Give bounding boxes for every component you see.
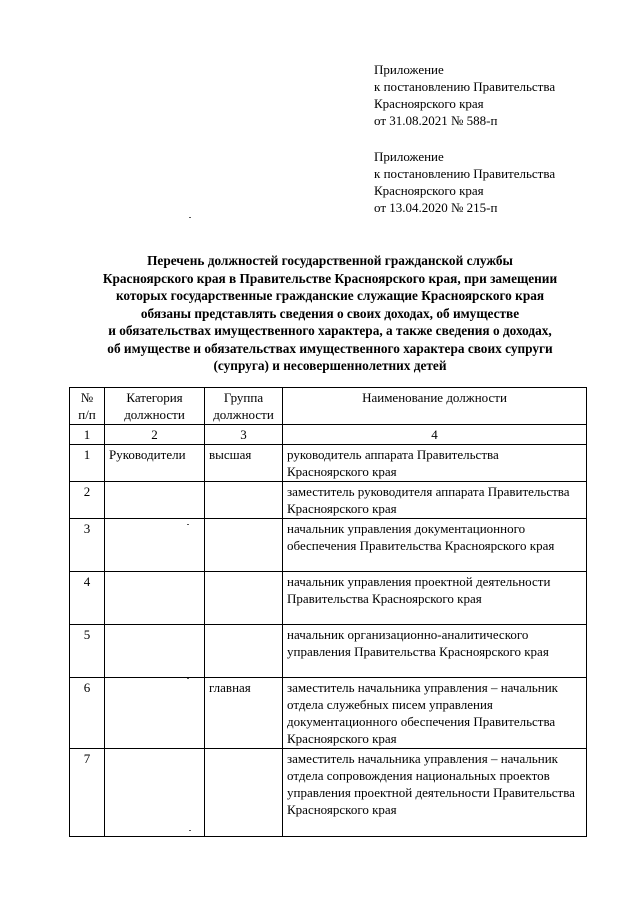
table-row <box>70 749 587 837</box>
annex-current-amendment <box>374 61 624 129</box>
scan-speck <box>187 678 189 679</box>
row-number: 4 <box>70 572 105 625</box>
row-category <box>105 519 205 572</box>
title-line: которых государственные гражданские служащие Красноярского края <box>115 288 545 303</box>
header-number: № п/п <box>70 388 105 425</box>
annex-line: от 31.08.2021 № 588-п <box>374 113 498 128</box>
column-number: 3 <box>205 425 283 445</box>
title-line: Красноярского края в Правительстве Красноярского края, при замещении <box>102 270 558 286</box>
table-row <box>70 482 587 519</box>
row-position: начальник управления документационного обеспечения Правительства Красноярского края <box>283 519 587 572</box>
row-category <box>105 625 205 678</box>
table-row <box>70 572 587 625</box>
annex-line: от 13.04.2020 № 215-п <box>374 200 498 215</box>
table-header-row <box>70 388 587 425</box>
row-group <box>205 519 283 572</box>
table-row <box>70 519 587 572</box>
row-position: начальник управления проектной деятельности Правительства Красноярского края <box>283 572 587 625</box>
row-group: высшая <box>205 445 283 482</box>
title-line: обязаны представлять сведения о своих доходах, об имуществе <box>140 305 520 321</box>
title-line: Перечень должностей государственной гражданской службы <box>147 253 513 268</box>
row-group <box>205 749 283 837</box>
scan-speck <box>189 830 191 831</box>
table-row <box>70 445 587 482</box>
document-title <box>60 252 600 375</box>
row-group <box>205 572 283 625</box>
scan-speck <box>187 524 189 525</box>
row-position: начальник организационно-аналитического управления Правительства Красноярского края <box>283 625 587 678</box>
row-group: главная <box>205 678 283 749</box>
annex-previous-resolution <box>374 148 624 216</box>
row-number: 3 <box>70 519 105 572</box>
column-number: 2 <box>105 425 205 445</box>
row-category <box>105 572 205 625</box>
column-number: 4 <box>283 425 587 445</box>
annex-line: к постановлению Правительства <box>374 166 556 181</box>
scan-speck <box>189 217 191 218</box>
row-group <box>205 625 283 678</box>
table-row <box>70 678 587 749</box>
row-position: заместитель начальника управления – начальник отдела сопровождения национальных проектов управления проектной деятельности Правительства Красноярского края <box>283 749 587 837</box>
annex-line: Приложение <box>374 62 444 77</box>
annex-line: Красноярского края <box>374 96 484 111</box>
column-number-row <box>70 425 587 445</box>
annex-line: Красноярского края <box>374 183 484 198</box>
row-category <box>105 678 205 749</box>
title-line: (супруга) и несовершеннолетних детей <box>213 358 447 373</box>
column-number: 1 <box>70 425 105 445</box>
row-group <box>205 482 283 519</box>
row-number: 1 <box>70 445 105 482</box>
header-group: Группа должности <box>205 388 283 425</box>
row-number: 2 <box>70 482 105 519</box>
annex-line: Приложение <box>374 149 444 164</box>
row-number: 7 <box>70 749 105 837</box>
row-number: 5 <box>70 625 105 678</box>
row-position: заместитель начальника управления – начальник отдела служебных писем управления документационного обеспечения Правительства Красноярского края <box>283 678 587 749</box>
annex-line: к постановлению Правительства <box>374 79 556 94</box>
row-number: 6 <box>70 678 105 749</box>
row-category <box>105 749 205 837</box>
row-category: Руководители <box>105 445 205 482</box>
row-position: руководитель аппарата Правительства Красноярского края <box>283 445 587 482</box>
row-category <box>105 482 205 519</box>
header-category: Категория должности <box>105 388 205 425</box>
title-line: об имуществе и обязательствах имущественного характера своих супруги <box>107 340 553 356</box>
row-position: заместитель руководителя аппарата Правительства Красноярского края <box>283 482 587 519</box>
header-position-name: Наименование должности <box>283 388 587 425</box>
table-row <box>70 625 587 678</box>
positions-table <box>69 387 587 837</box>
title-line: и обязательствах имущественного характера, а также сведения о доходах, <box>108 323 552 338</box>
